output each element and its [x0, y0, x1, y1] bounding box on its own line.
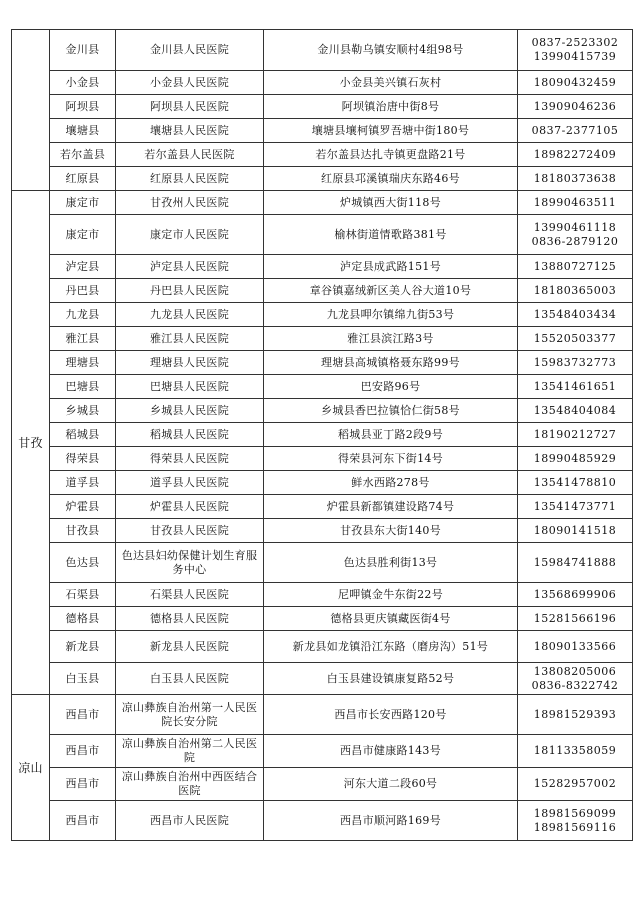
address-cell: 若尔盖县达扎寺镇更盘路21号 — [264, 143, 518, 167]
hospital-cell: 九龙县人民医院 — [116, 303, 264, 327]
county-cell: 理塘县 — [50, 351, 116, 375]
phone-number: 18180373638 — [533, 171, 617, 185]
phone-number: 13541473771 — [533, 499, 617, 513]
table-row — [12, 279, 633, 303]
county-cell: 康定市 — [50, 215, 116, 255]
address-cell: 鲜水西路278号 — [264, 471, 518, 495]
table-row — [12, 801, 633, 841]
address-cell: 红原县邛溪镇瑞庆东路46号 — [264, 167, 518, 191]
table-row — [12, 303, 633, 327]
address-cell: 炉霍县新都镇建设路74号 — [264, 495, 518, 519]
phone-number: 0837-2523302 — [531, 36, 619, 49]
phone-cell — [518, 375, 633, 399]
county-cell: 西昌市 — [50, 768, 116, 801]
phone-number: 13568699906 — [533, 587, 617, 601]
county-cell: 小金县 — [50, 71, 116, 95]
hospital-cell: 凉山彝族自治州第二人民医院 — [116, 735, 264, 768]
hospital-table-body — [12, 30, 633, 841]
address-cell: 甘孜县东大街140号 — [264, 519, 518, 543]
county-cell: 丹巴县 — [50, 279, 116, 303]
phone-cell — [518, 143, 633, 167]
phone-cell — [518, 663, 633, 695]
hospital-cell: 丹巴县人民医院 — [116, 279, 264, 303]
phone-cell — [518, 255, 633, 279]
county-cell: 红原县 — [50, 167, 116, 191]
phone-cell — [518, 768, 633, 801]
address-cell: 白玉县建设镇康复路52号 — [264, 663, 518, 695]
county-cell: 稻城县 — [50, 423, 116, 447]
county-cell: 壤塘县 — [50, 119, 116, 143]
phone-number: 18981569116 — [533, 820, 617, 834]
address-cell: 壤塘县壤柯镇罗吾塘中街180号 — [264, 119, 518, 143]
phone-cell — [518, 631, 633, 663]
table-row — [12, 495, 633, 519]
table-row — [12, 607, 633, 631]
phone-number: 0837-2377105 — [531, 123, 619, 137]
hospital-cell: 理塘县人民医院 — [116, 351, 264, 375]
table-row — [12, 143, 633, 167]
hospital-cell: 甘孜县人民医院 — [116, 519, 264, 543]
phone-cell — [518, 543, 633, 583]
hospital-cell: 石渠县人民医院 — [116, 583, 264, 607]
address-cell: 得荣县河东下街14号 — [264, 447, 518, 471]
address-cell: 炉城镇西大街118号 — [264, 191, 518, 215]
county-cell: 乡城县 — [50, 399, 116, 423]
county-cell: 道孚县 — [50, 471, 116, 495]
address-cell: 西昌市长安西路120号 — [264, 695, 518, 735]
address-cell: 稻城县亚丁路2段9号 — [264, 423, 518, 447]
hospital-cell: 德格县人民医院 — [116, 607, 264, 631]
table-row — [12, 583, 633, 607]
county-cell: 雅江县 — [50, 327, 116, 351]
phone-number: 13990461118 — [533, 220, 617, 234]
address-cell: 小金县美兴镇石灰村 — [264, 71, 518, 95]
phone-number: 13909046236 — [533, 99, 617, 113]
phone-number: 0836-2879120 — [531, 234, 619, 248]
address-cell: 榆林街道情歌路381号 — [264, 215, 518, 255]
hospital-cell: 壤塘县人民医院 — [116, 119, 264, 143]
county-cell: 石渠县 — [50, 583, 116, 607]
table-row — [12, 119, 633, 143]
county-cell: 九龙县 — [50, 303, 116, 327]
phone-number: 13548404084 — [533, 403, 617, 417]
table-row — [12, 631, 633, 663]
address-cell: 泸定县成武路151号 — [264, 255, 518, 279]
hospital-cell: 乡城县人民医院 — [116, 399, 264, 423]
hospital-cell: 得荣县人民医院 — [116, 447, 264, 471]
county-cell: 西昌市 — [50, 801, 116, 841]
county-cell: 西昌市 — [50, 695, 116, 735]
county-cell: 白玉县 — [50, 663, 116, 695]
county-cell: 泸定县 — [50, 255, 116, 279]
address-cell: 德格县更庆镇藏医街4号 — [264, 607, 518, 631]
hospital-cell: 凉山彝族自治州第一人民医院长安分院 — [116, 695, 264, 735]
county-cell: 西昌市 — [50, 735, 116, 768]
county-cell: 阿坝县 — [50, 95, 116, 119]
phone-cell — [518, 735, 633, 768]
hospital-cell: 康定市人民医院 — [116, 215, 264, 255]
phone-number: 18982272409 — [533, 147, 617, 161]
address-cell: 雅江县滨江路3号 — [264, 327, 518, 351]
address-cell: 理塘县高城镇格聂东路99号 — [264, 351, 518, 375]
hospital-cell: 道孚县人民医院 — [116, 471, 264, 495]
region-cell — [12, 30, 50, 191]
phone-number: 18090133566 — [533, 639, 617, 653]
table-row — [12, 471, 633, 495]
table-row — [12, 215, 633, 255]
phone-cell — [518, 801, 633, 841]
table-row — [12, 191, 633, 215]
hospital-cell: 新龙县人民医院 — [116, 631, 264, 663]
table-row — [12, 519, 633, 543]
phone-cell — [518, 583, 633, 607]
hospital-cell: 金川县人民医院 — [116, 30, 264, 71]
phone-number: 18981569099 — [533, 806, 617, 820]
phone-number: 0836-8322742 — [531, 678, 619, 692]
county-cell: 金川县 — [50, 30, 116, 71]
address-cell: 色达县胜利街13号 — [264, 543, 518, 583]
address-cell: 金川县勒乌镇安顺村4组98号 — [264, 30, 518, 71]
county-cell: 新龙县 — [50, 631, 116, 663]
address-cell: 阿坝镇治唐中街8号 — [264, 95, 518, 119]
table-row — [12, 399, 633, 423]
hospital-cell: 红原县人民医院 — [116, 167, 264, 191]
hospital-cell: 白玉县人民医院 — [116, 663, 264, 695]
address-cell: 河东大道二段60号 — [264, 768, 518, 801]
county-cell: 康定市 — [50, 191, 116, 215]
phone-number: 18090432459 — [533, 75, 617, 89]
phone-number: 15281566196 — [533, 611, 617, 625]
phone-number: 15520503377 — [533, 331, 617, 345]
phone-number: 18990485929 — [533, 451, 617, 465]
county-cell: 得荣县 — [50, 447, 116, 471]
phone-cell — [518, 351, 633, 375]
table-row — [12, 351, 633, 375]
table-row — [12, 423, 633, 447]
table-row — [12, 663, 633, 695]
address-cell: 新龙县如龙镇沿江东路（磨房沟）51号 — [264, 631, 518, 663]
phone-number: 18090141518 — [533, 523, 617, 537]
phone-number: 13880727125 — [533, 259, 617, 273]
county-cell: 德格县 — [50, 607, 116, 631]
phone-cell — [518, 119, 633, 143]
phone-cell — [518, 71, 633, 95]
phone-number: 18990463511 — [533, 195, 617, 209]
address-cell: 九龙县呷尔镇绵九街53号 — [264, 303, 518, 327]
table-row — [12, 327, 633, 351]
phone-number: 15282957002 — [533, 777, 617, 790]
phone-number: 15984741888 — [533, 555, 617, 569]
hospital-cell: 稻城县人民医院 — [116, 423, 264, 447]
hospital-cell: 凉山彝族自治州中西医结合医院 — [116, 768, 264, 801]
address-cell: 巴安路96号 — [264, 375, 518, 399]
county-cell: 若尔盖县 — [50, 143, 116, 167]
phone-cell — [518, 519, 633, 543]
hospital-cell: 泸定县人民医院 — [116, 255, 264, 279]
phone-number: 18190212727 — [533, 427, 617, 441]
phone-number: 18113358059 — [533, 744, 617, 757]
hospital-cell: 雅江县人民医院 — [116, 327, 264, 351]
phone-cell — [518, 447, 633, 471]
hospital-table — [11, 29, 633, 841]
phone-number: 18981529393 — [533, 707, 617, 721]
table-row — [12, 695, 633, 735]
table-row — [12, 95, 633, 119]
phone-number: 18180365003 — [533, 283, 617, 297]
table-row — [12, 167, 633, 191]
phone-cell — [518, 495, 633, 519]
phone-cell — [518, 327, 633, 351]
phone-cell — [518, 303, 633, 327]
address-cell: 西昌市顺河路169号 — [264, 801, 518, 841]
region-cell: 甘孜 — [12, 191, 50, 695]
hospital-cell: 西昌市人民医院 — [116, 801, 264, 841]
table-row — [12, 71, 633, 95]
address-cell: 章谷镇嘉绒新区美人谷大道10号 — [264, 279, 518, 303]
phone-cell — [518, 423, 633, 447]
table-row — [12, 30, 633, 71]
address-cell: 尼呷镇金牛东街22号 — [264, 583, 518, 607]
hospital-cell: 色达县妇幼保健计划生育服务中心 — [116, 543, 264, 583]
hospital-cell: 巴塘县人民医院 — [116, 375, 264, 399]
phone-cell — [518, 471, 633, 495]
table-row — [12, 735, 633, 768]
address-cell: 西昌市健康路143号 — [264, 735, 518, 768]
phone-cell — [518, 215, 633, 255]
county-cell: 炉霍县 — [50, 495, 116, 519]
phone-cell — [518, 95, 633, 119]
phone-number: 13808205006 — [533, 664, 617, 678]
table-row — [12, 768, 633, 801]
phone-number: 13548403434 — [533, 307, 617, 321]
table-row — [12, 255, 633, 279]
region-cell: 凉山 — [12, 695, 50, 841]
table-row — [12, 543, 633, 583]
table-row — [12, 447, 633, 471]
phone-number: 15983732773 — [533, 355, 617, 369]
phone-number: 13541461651 — [533, 379, 617, 393]
phone-number: 13541478810 — [533, 475, 617, 489]
phone-cell — [518, 167, 633, 191]
phone-cell — [518, 191, 633, 215]
phone-cell — [518, 30, 633, 71]
phone-cell — [518, 399, 633, 423]
table-row — [12, 375, 633, 399]
county-cell: 色达县 — [50, 543, 116, 583]
phone-cell — [518, 695, 633, 735]
hospital-cell: 小金县人民医院 — [116, 71, 264, 95]
county-cell: 甘孜县 — [50, 519, 116, 543]
hospital-cell: 若尔盖县人民医院 — [116, 143, 264, 167]
phone-cell — [518, 607, 633, 631]
hospital-cell: 甘孜州人民医院 — [116, 191, 264, 215]
hospital-cell: 炉霍县人民医院 — [116, 495, 264, 519]
county-cell: 巴塘县 — [50, 375, 116, 399]
phone-cell — [518, 279, 633, 303]
hospital-cell: 阿坝县人民医院 — [116, 95, 264, 119]
address-cell: 乡城县香巴拉镇恰仁街58号 — [264, 399, 518, 423]
phone-number: 13990415739 — [533, 50, 617, 63]
